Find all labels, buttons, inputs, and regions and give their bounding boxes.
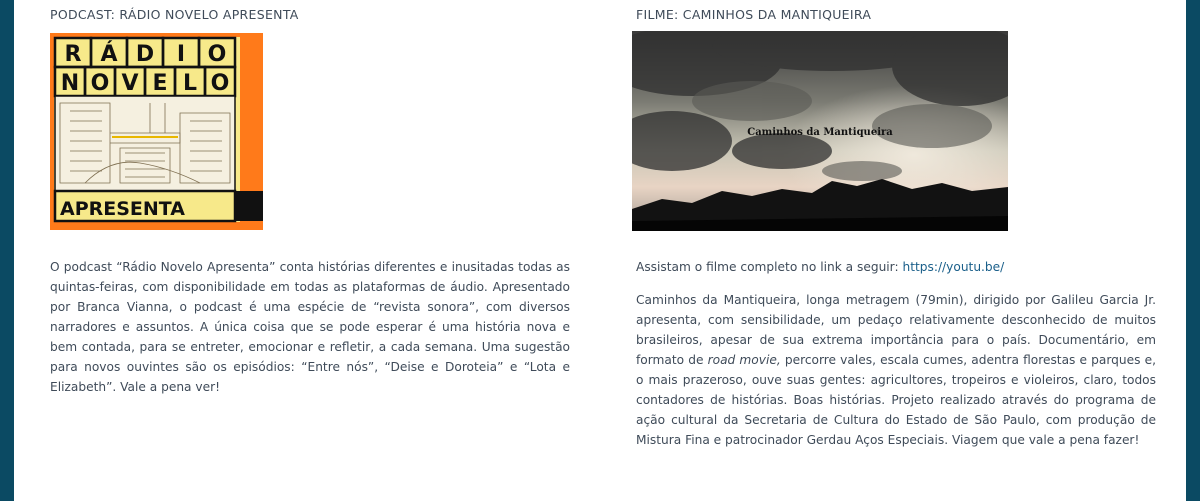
- logo-letter-d: D: [135, 42, 155, 67]
- logo-letter-a-acute: Á: [100, 42, 118, 67]
- logo-letter-v: V: [121, 71, 139, 96]
- film-desc-emphasis: road movie,: [707, 353, 781, 367]
- logo-letter-i: I: [176, 42, 186, 67]
- logo-letter-o2: O: [90, 71, 110, 96]
- film-desc-part2: percorre vales, escala cumes, adentra florestas e parques e, o mais prazeroso, ouve suas gentes: agricultores, tropeiros e violeiros, claro, todos contadores de histórias. Boas histórias. Projeto realizado através do programa de ação cultural da Secretaria de Cultura do Estado de São Paulo, com produção de Mistura Fina e patrocinador Gerdau Aços Especiais. Viagem que vale a pena fazer!: [636, 353, 1156, 447]
- film-youtube-link[interactable]: https://youtu.be/: [902, 260, 1005, 274]
- logo-letter-n: N: [60, 71, 80, 96]
- film-link-line: [636, 257, 1156, 277]
- film-title: FILME: CAMINHOS DA MANTIQUEIRA: [636, 7, 872, 22]
- logo-letter-l: L: [182, 71, 198, 96]
- film-video-thumbnail[interactable]: [632, 31, 1008, 231]
- film-landscape-image: [632, 31, 1008, 231]
- film-description: [636, 290, 1156, 450]
- podcast-cover-art: [50, 33, 263, 230]
- film-link-intro: Assistam o filme completo no link a seguir:: [636, 260, 903, 274]
- logo-letter-e: E: [152, 71, 168, 96]
- podcast-title: PODCAST: RÁDIO NOVELO APRESENTA: [50, 7, 299, 22]
- podcast-cover-image[interactable]: [50, 33, 263, 230]
- film-section: [636, 0, 1156, 447]
- logo-footer-text: APRESENTA: [60, 198, 185, 220]
- film-desc-part1: Caminhos da Mantiqueira, longa metragem (79min), dirigido por Galileu Garcia Jr. apresenta, com sensibilidade, um pedaço relativamente desconhecido de muitos brasileiros, apesar de sua extrema importância para o país. Documentário, em formato de: [636, 293, 1156, 367]
- page: [14, 0, 1186, 501]
- podcast-description: O podcast “Rádio Novelo Apresenta” conta histórias diferentes e inusitadas todas as quintas-feiras, com disponibilidade em todas as plataformas de áudio. Apresentado por Branca Vianna, o podcast é uma espécie de “revista sonora”, com diversos narradores e assuntos. A única coisa que se pode esperar é uma história nova e bem contada, para se entreter, emocionar e refletir, a cada semana. Uma sugestão para novos ouvintes são os episódios: “Entre nós”, “Deise e Doroteia” e “Lota e Elizabeth”. Vale a pena ver!: [50, 260, 570, 394]
- logo-letter-r: R: [64, 42, 82, 67]
- podcast-section: [50, 0, 570, 394]
- film-video-caption: Caminhos da Mantiqueira: [747, 127, 893, 138]
- logo-letter-o: O: [207, 42, 227, 67]
- logo-letter-o3: O: [210, 71, 230, 96]
